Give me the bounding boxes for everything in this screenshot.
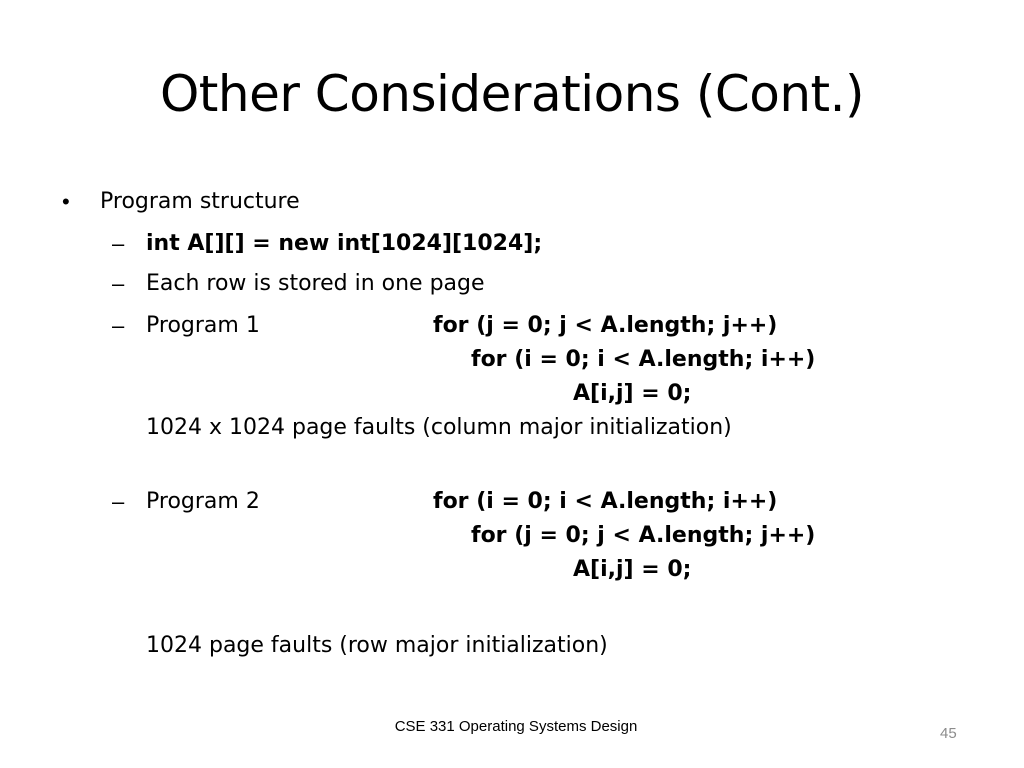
dash-marker: – <box>112 313 125 338</box>
dash-marker: – <box>112 231 125 256</box>
program2-outer-loop: for (i = 0; i < A.length; i++) <box>433 489 778 514</box>
program2-result: 1024 page faults (row major initialization) <box>146 633 608 658</box>
program1-inner-loop: for (i = 0; i < A.length; i++) <box>471 347 816 372</box>
slide-footer: CSE 331 Operating Systems Design <box>394 718 638 735</box>
program1-assignment: A[i,j] = 0; <box>573 381 692 406</box>
bullet-marker: • <box>62 189 70 214</box>
program1-label: Program 1 <box>146 313 260 338</box>
bullet-program-structure: Program structure <box>100 189 300 214</box>
program2-label: Program 2 <box>146 489 260 514</box>
program2-inner-loop: for (j = 0; j < A.length; j++) <box>471 523 816 548</box>
array-declaration: int A[][] = new int[1024][1024]; <box>146 231 543 256</box>
program2-assignment: A[i,j] = 0; <box>573 557 692 582</box>
row-storage-note: Each row is stored in one page <box>146 271 485 296</box>
dash-marker: – <box>112 271 125 296</box>
dash-marker: – <box>112 489 125 514</box>
program1-result: 1024 x 1024 page faults (column major initialization) <box>146 415 732 440</box>
slide-title: Other Considerations (Cont.) <box>159 65 865 123</box>
page-number: 45 <box>940 725 957 742</box>
program1-outer-loop: for (j = 0; j < A.length; j++) <box>433 313 778 338</box>
